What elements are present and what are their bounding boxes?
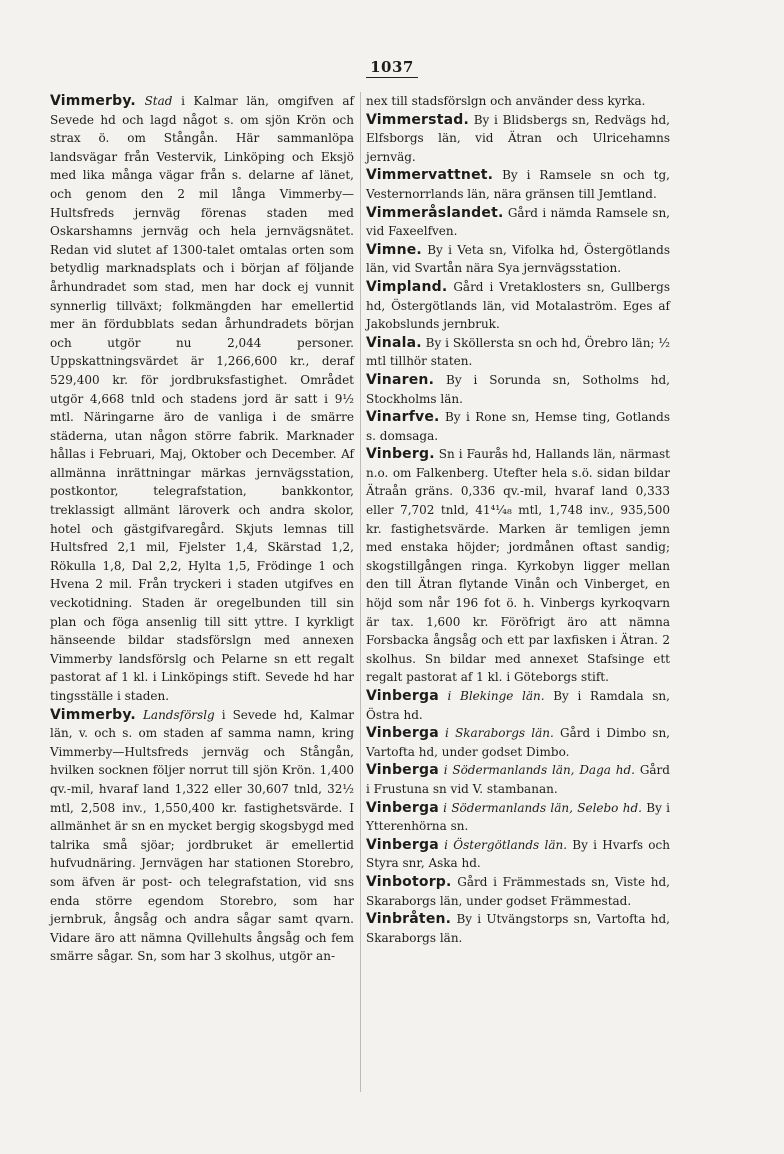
entry-headword: Vimpland.: [366, 278, 448, 295]
dictionary-entry: [366, 111, 670, 167]
entry-text: i Sevede hd, Kalmar län, v. och s. om staden af samma namn, kring Vimmerby—Hultsfreds jernväg och Stångån, hvilken socknen följer norrut till sjön Krön. 1,400 qv.-mil, hvaraf land 1,322 eller 30,607 tnld, 32½ mtl, 2,508 inv., 1,550,400 kr. fastighetsvärde. I allmänhet är sn en mycket bergig skogsbygd med talrika små sjöar; jordbruket är emellertid hufvudnäring. Jernvägen har stationen Storebro, som äfven är post- och telegrafstation, vid sns enda större egendom Storebro, som har jernbruk, ångsåg och andra sågar samt qvarn. Vidare äro att nämna Qvillehults ångsåg och fem smärre sågar. Sn, som har 3 skolhus, utgör an-: [50, 707, 354, 964]
dictionary-entry: [366, 92, 670, 111]
entry-headword: Vinberga: [366, 799, 439, 816]
entry-text: By i Ytterenhörna sn.: [366, 800, 671, 834]
dictionary-entry: [366, 910, 670, 947]
dictionary-entry: [366, 334, 670, 371]
entry-headword: Vinbråten.: [366, 911, 452, 928]
dictionary-entry: [366, 873, 670, 910]
entry-headword: Vinarfve.: [366, 409, 440, 426]
entry-text: nex till stadsförslgn och använder dess kyrka.: [366, 94, 646, 108]
entry-qualifier: i Södermanlands län, Selebo hd.: [443, 800, 642, 815]
entry-headword: Vinaren.: [366, 371, 435, 388]
dictionary-entry: [50, 92, 354, 706]
dictionary-entry: [366, 445, 670, 687]
entry-text: Gård i Dimbo sn, Vartofta hd, under godset Dimbo.: [366, 726, 670, 759]
entry-text: By i Veta sn, Vifolka hd, Östergötlands län, vid Svartån nära Sya jernvägsstation.: [366, 242, 670, 276]
entry-text: Gård i Främmestads sn, Viste hd, Skaraborgs län, under godset Främmestad.: [366, 874, 670, 908]
entry-headword: Vimmeråslandet.: [366, 204, 504, 221]
entry-headword: Vinberg.: [366, 446, 435, 463]
dictionary-entry: [366, 204, 670, 241]
entry-headword: Vinberga: [366, 836, 439, 853]
entry-qualifier: i Blekinge län.: [447, 689, 545, 703]
entry-text: By i Hvarfs och Styra snr, Aska hd.: [366, 837, 670, 871]
entry-text: By i Sköllersta sn och hd, Örebro län; ½ mtl tillhör staten.: [366, 335, 670, 369]
entry-qualifier: i Skaraborgs län.: [445, 726, 554, 741]
entry-text: By i Sorunda sn, Sotholms hd, Stockholms län.: [366, 372, 670, 406]
dictionary-entry: [366, 408, 670, 445]
entry-text: By i Ramsele sn och tg, Vesternorrlands län, nära gränsen till Jemtland.: [366, 168, 670, 201]
entry-text: By i Utvängstorps sn, Vartofta hd, Skaraborgs län.: [366, 912, 670, 945]
column-divider: [360, 92, 361, 1092]
entry-headword: Vinbotorp.: [366, 873, 452, 890]
entry-headword: Vimmervattnet.: [366, 167, 494, 184]
dictionary-entry: [366, 166, 670, 203]
left-column: [50, 92, 354, 966]
entry-headword: Vinberga: [366, 688, 439, 704]
entry-headword: Vinberga: [366, 725, 439, 742]
dictionary-entry: [366, 241, 670, 278]
entry-headword: Vimmerby.: [50, 93, 136, 109]
dictionary-entry: [366, 761, 670, 798]
dictionary-entry: [366, 836, 670, 873]
dictionary-entry: [366, 724, 670, 761]
entry-headword: Vimne.: [366, 241, 422, 258]
dictionary-entry: [366, 278, 670, 334]
page-number: 1037: [0, 58, 784, 76]
entry-text: i Kalmar län, omgifven af Sevede hd och lagd något s. om sjön Krön och strax ö. om Stångån. Här sammanlöpa landsvägar från Vestervik, Linköping och Eksjö med lika många vägar från s. delarne af länet, och genom den 2 mil långa Vimmerby—Hultsfreds jernväg förenas staden med Oskarshamns jernväg och hela jernvägsnätet. Redan vid slutet af 1300-talet omtalas orten som betydlig marknadsplats och i början af följande århundradet som stad, men har dock ej vunnit synnerlig tillväxt; folkmängden har emellertid mer än fördubblats sedan århundradets början och utgör nu 2,044 personer. Uppskattningsvärdet är 1,266,600 kr., deraf 529,400 kr. för jordbruksfastighet. Området utgör 4,668 tnld och stadens jord är satt i 9½ mtl. Näringarne äro de vanliga i de smärre städerna, utan någon större fabrik. Marknader hållas i Februari, Maj, Oktober och December. Af allmänna inrättningar märkas jernvägsstation, postkontor, telegrafstation, bankkontor, treklassigt allmänt läroverk och andra skolor, hotel och gästgifvaregård. Skjuts lemnas till Hultsfred 2,1 mil, Fjelster 1,4, Skärstad 1,2, Rökulla 1,8, Dal 2,2, Hylta 1,5, Frödinge 1 och Hvena 2 mil. Från tryckeri i staden utgifves en veckotidning. Staden är oregelbunden till sin plan och föga ansenlig till sitt yttre. I kyrkligt hänseende bildar stadsförslgn med annexen Vimmerby landsförslg och Pelarne sn ett regalt pastorat af 1 kl. i Linköpings stift. Sevede hd har tingsställe i staden.: [50, 94, 354, 703]
entry-text: Gård i Vretaklosters sn, Gullbergs hd, Östergötlands län, vid Motalaström. Eges af Jakobslunds jernbruk.: [366, 279, 670, 332]
dictionary-entry: [366, 687, 670, 724]
entry-text: Sn i Faurås hd, Hallands län, närmast n.o. om Falkenberg. Utefter hela s.ö. sidan bildar Ätraån gräns. 0,336 qv.-mil, hvaraf land 0,333 eller 7,702 tnld, 41⁴¹⁄₄₈ mtl, 1,748 inv., 935,500 kr. fastighetsvärde. Marken är temligen jemn med enstaka höjder; jordmånen oftast sandig; skogstillgången ringa. Kyrkobyn ligger mellan den till Ätran flytande Vinån och Vinberget, en höjd som når 196 fot ö. h. Vinbergs kyrkoqvarn är tax. 1,600 kr. Föröfrigt äro att nämna Forsbacka ångsåg och ett par laxfisken i Ätran. 2 skolhus. Sn bildar med annexet Stafsinge ett regalt pastorat af 1 kl. i Göteborgs stift.: [366, 447, 670, 685]
entry-qualifier: Landsförslg: [142, 707, 215, 722]
right-column: [366, 92, 670, 947]
dictionary-entry: [366, 371, 670, 408]
entry-text: Gård i Frustuna sn vid V. stambanan.: [366, 763, 670, 796]
entry-qualifier: i Östergötlands län.: [444, 837, 568, 852]
entry-text: By i Ramdala sn, Östra hd.: [366, 689, 670, 722]
entry-headword: Vinala.: [366, 334, 422, 351]
entry-headword: Vimmerby.: [50, 706, 136, 723]
entry-text: By i Rone sn, Hemse ting, Gotlands s. domsaga.: [366, 410, 670, 443]
entry-qualifier: i Södermanlands län, Daga hd.: [443, 763, 635, 778]
dictionary-entry: [50, 706, 354, 966]
entry-qualifier: Stad: [144, 94, 173, 108]
entry-headword: Vimmerstad.: [366, 111, 469, 128]
entry-headword: Vinberga: [366, 762, 439, 779]
dictionary-entry: [366, 799, 670, 836]
entry-text: By i Blidsbergs sn, Redvägs hd, Elfsborgs län, vid Ätran och Ulricehamns jernväg.: [366, 112, 670, 164]
entry-text: Gård i nämda Ramsele sn, vid Faxeelfven.: [366, 205, 670, 239]
